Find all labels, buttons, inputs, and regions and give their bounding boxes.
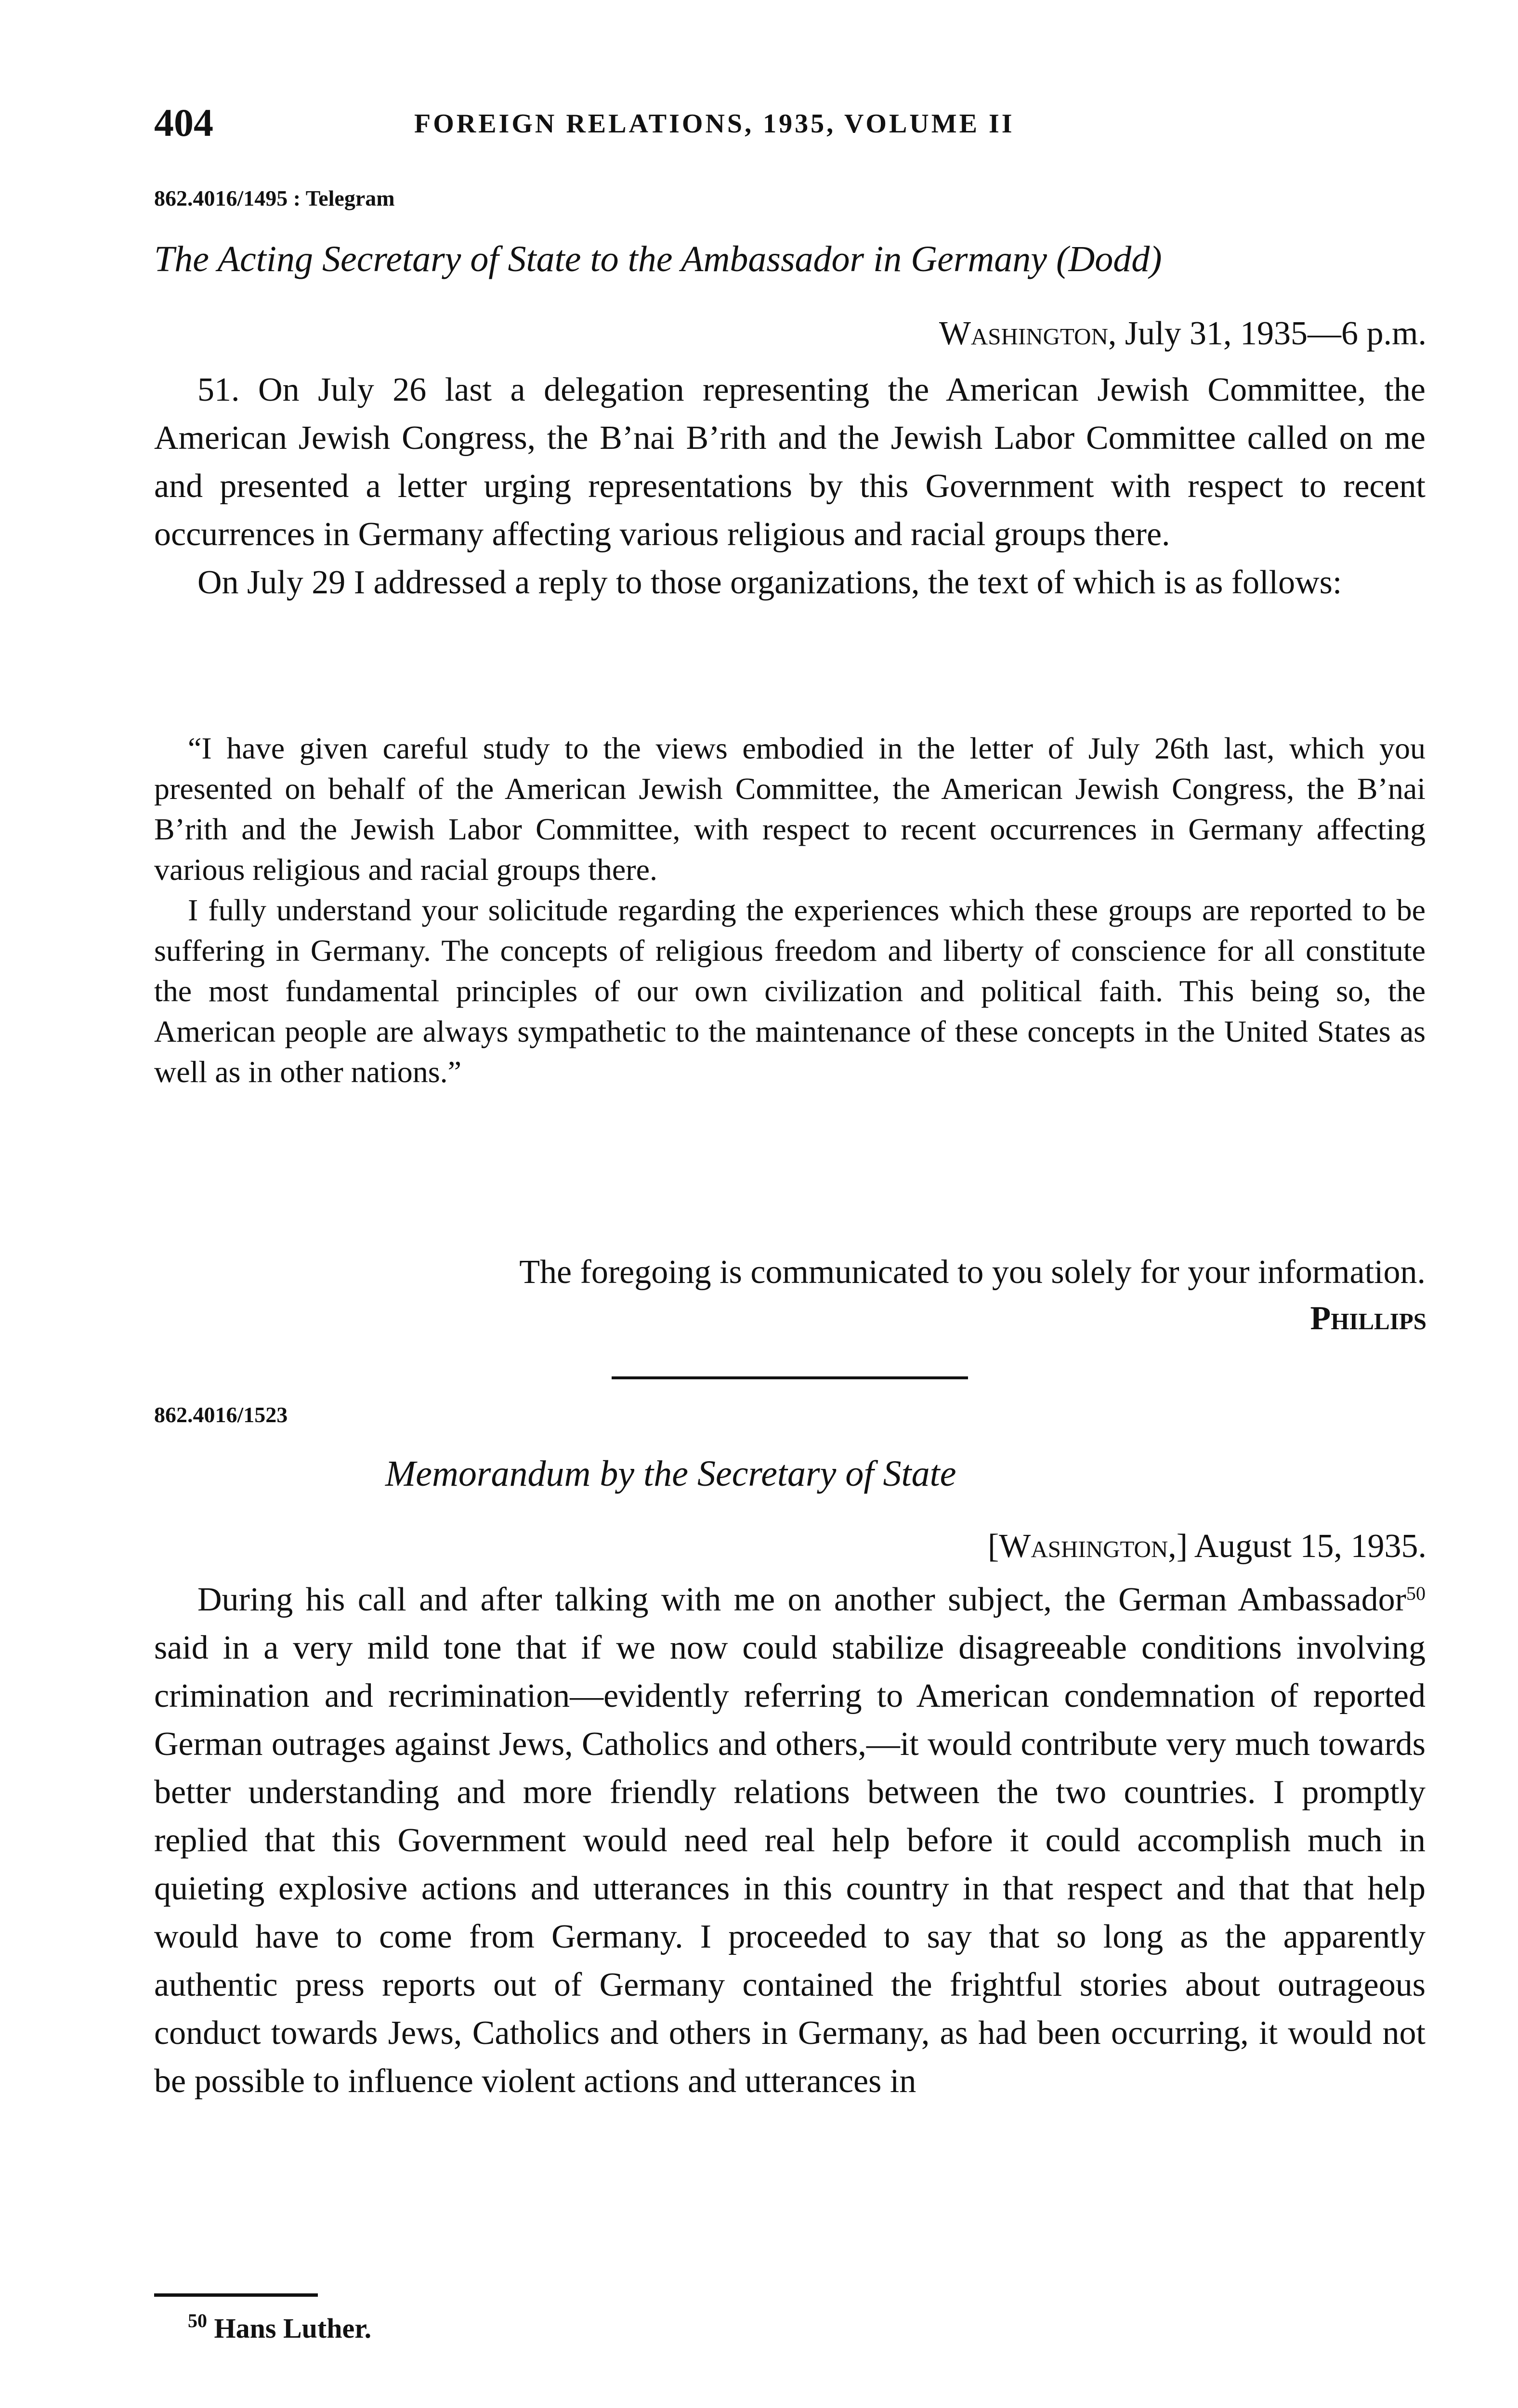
dateline-place-2: [Washington,] bbox=[987, 1528, 1188, 1565]
telegram-body bbox=[154, 366, 1426, 607]
running-head: FOREIGN RELATIONS, 1935, VOLUME II bbox=[414, 109, 1015, 139]
signature: Phillips bbox=[1310, 1300, 1426, 1337]
dateline-date-1: July 31, 1935—6 p.m. bbox=[1116, 315, 1426, 352]
section-divider bbox=[612, 1376, 968, 1379]
dateline-2 bbox=[988, 1525, 1426, 1568]
footnote-text: Hans Luther. bbox=[214, 2313, 372, 2344]
memorandum-text-a: During his call and after talking with me on another subject, the German Ambassador bbox=[197, 1581, 1406, 1618]
dateline-place-1: Washington, bbox=[939, 315, 1117, 352]
dateline-date-2: August 15, 1935. bbox=[1188, 1528, 1426, 1565]
file-number-2: 862.4016/1523 bbox=[154, 1402, 288, 1427]
footnote-number: 50 bbox=[188, 2310, 207, 2331]
quoted-paragraph-1: “I have given careful study to the views embodied in the letter of July 26th last, which you presented on behalf of the American Jewish Committee, the American Jewish Congress, the B’nai B’rith and the Jewish Labor Committee, with respect to recent occurrences in Germany affecting various religious and racial groups there. bbox=[154, 731, 1426, 887]
page-number: 404 bbox=[154, 101, 213, 144]
page-header bbox=[154, 94, 1426, 152]
telegram-paragraph-1: 51. On July 26 last a delegation representing the American Jewish Committee, the American Jewish Congress, the B’nai B’rith and the Jewish Labor Committee called on me and presented a letter urging representations by this Government with respect to recent occurrences in Germany affecting various religious and racial groups there. bbox=[154, 371, 1426, 553]
footnote-50 bbox=[188, 2309, 371, 2348]
memorandum-body bbox=[154, 1576, 1426, 2106]
quoted-paragraph-2: I fully understand your solicitude regarding the experiences which these groups are reported to be suffering in Germany. The concepts of religious freedom and liberty of conscience for all constitute the most fundamental principles of our own civilization and political faith. This being so, the American people are always sympathetic to the maintenance of these concepts in the United States as well as in other nations.” bbox=[154, 893, 1426, 1089]
document-title-2: Memorandum by the Secretary of State bbox=[385, 1453, 956, 1494]
document-title-1: The Acting Secretary of State to the Ambassador in Germany (Dodd) bbox=[154, 239, 1162, 279]
file-number-1: 862.4016/1495 : Telegram bbox=[154, 186, 395, 210]
telegram-paragraph-2: On July 29 I addressed a reply to those organizations, the text of which is as follows: bbox=[197, 564, 1342, 601]
memorandum-paragraph-1 bbox=[154, 1576, 1426, 2106]
dateline-1 bbox=[939, 312, 1426, 355]
closing-line: The foregoing is communicated to you solely for your information. bbox=[519, 1254, 1426, 1291]
footnote-ref-50[interactable]: 50 bbox=[1406, 1583, 1426, 1604]
quoted-letter bbox=[154, 728, 1426, 1092]
memorandum-text-b: said in a very mild tone that if we now could stabilize disagreeable conditions involving crimination and recrimination—evidently referring to American condemnation of reported German outrages against Jews, Catholics and others,—it would contribute very much towards better understanding and more friendly relations between the two countries. I promptly replied that this Government would need real help before it could accomplish much in quieting explosive actions and utterances in this country in that respect and that that help would have to come from Germany. I proceeded to say that so long as the apparently authentic press reports out of Germany contained the frightful stories about outrageous conduct towards Jews, Catholics and others in Germany, as had been occurring, it would not be possible to influence violent actions and utterances in bbox=[154, 1629, 1426, 2100]
footnote-rule bbox=[154, 2293, 318, 2297]
